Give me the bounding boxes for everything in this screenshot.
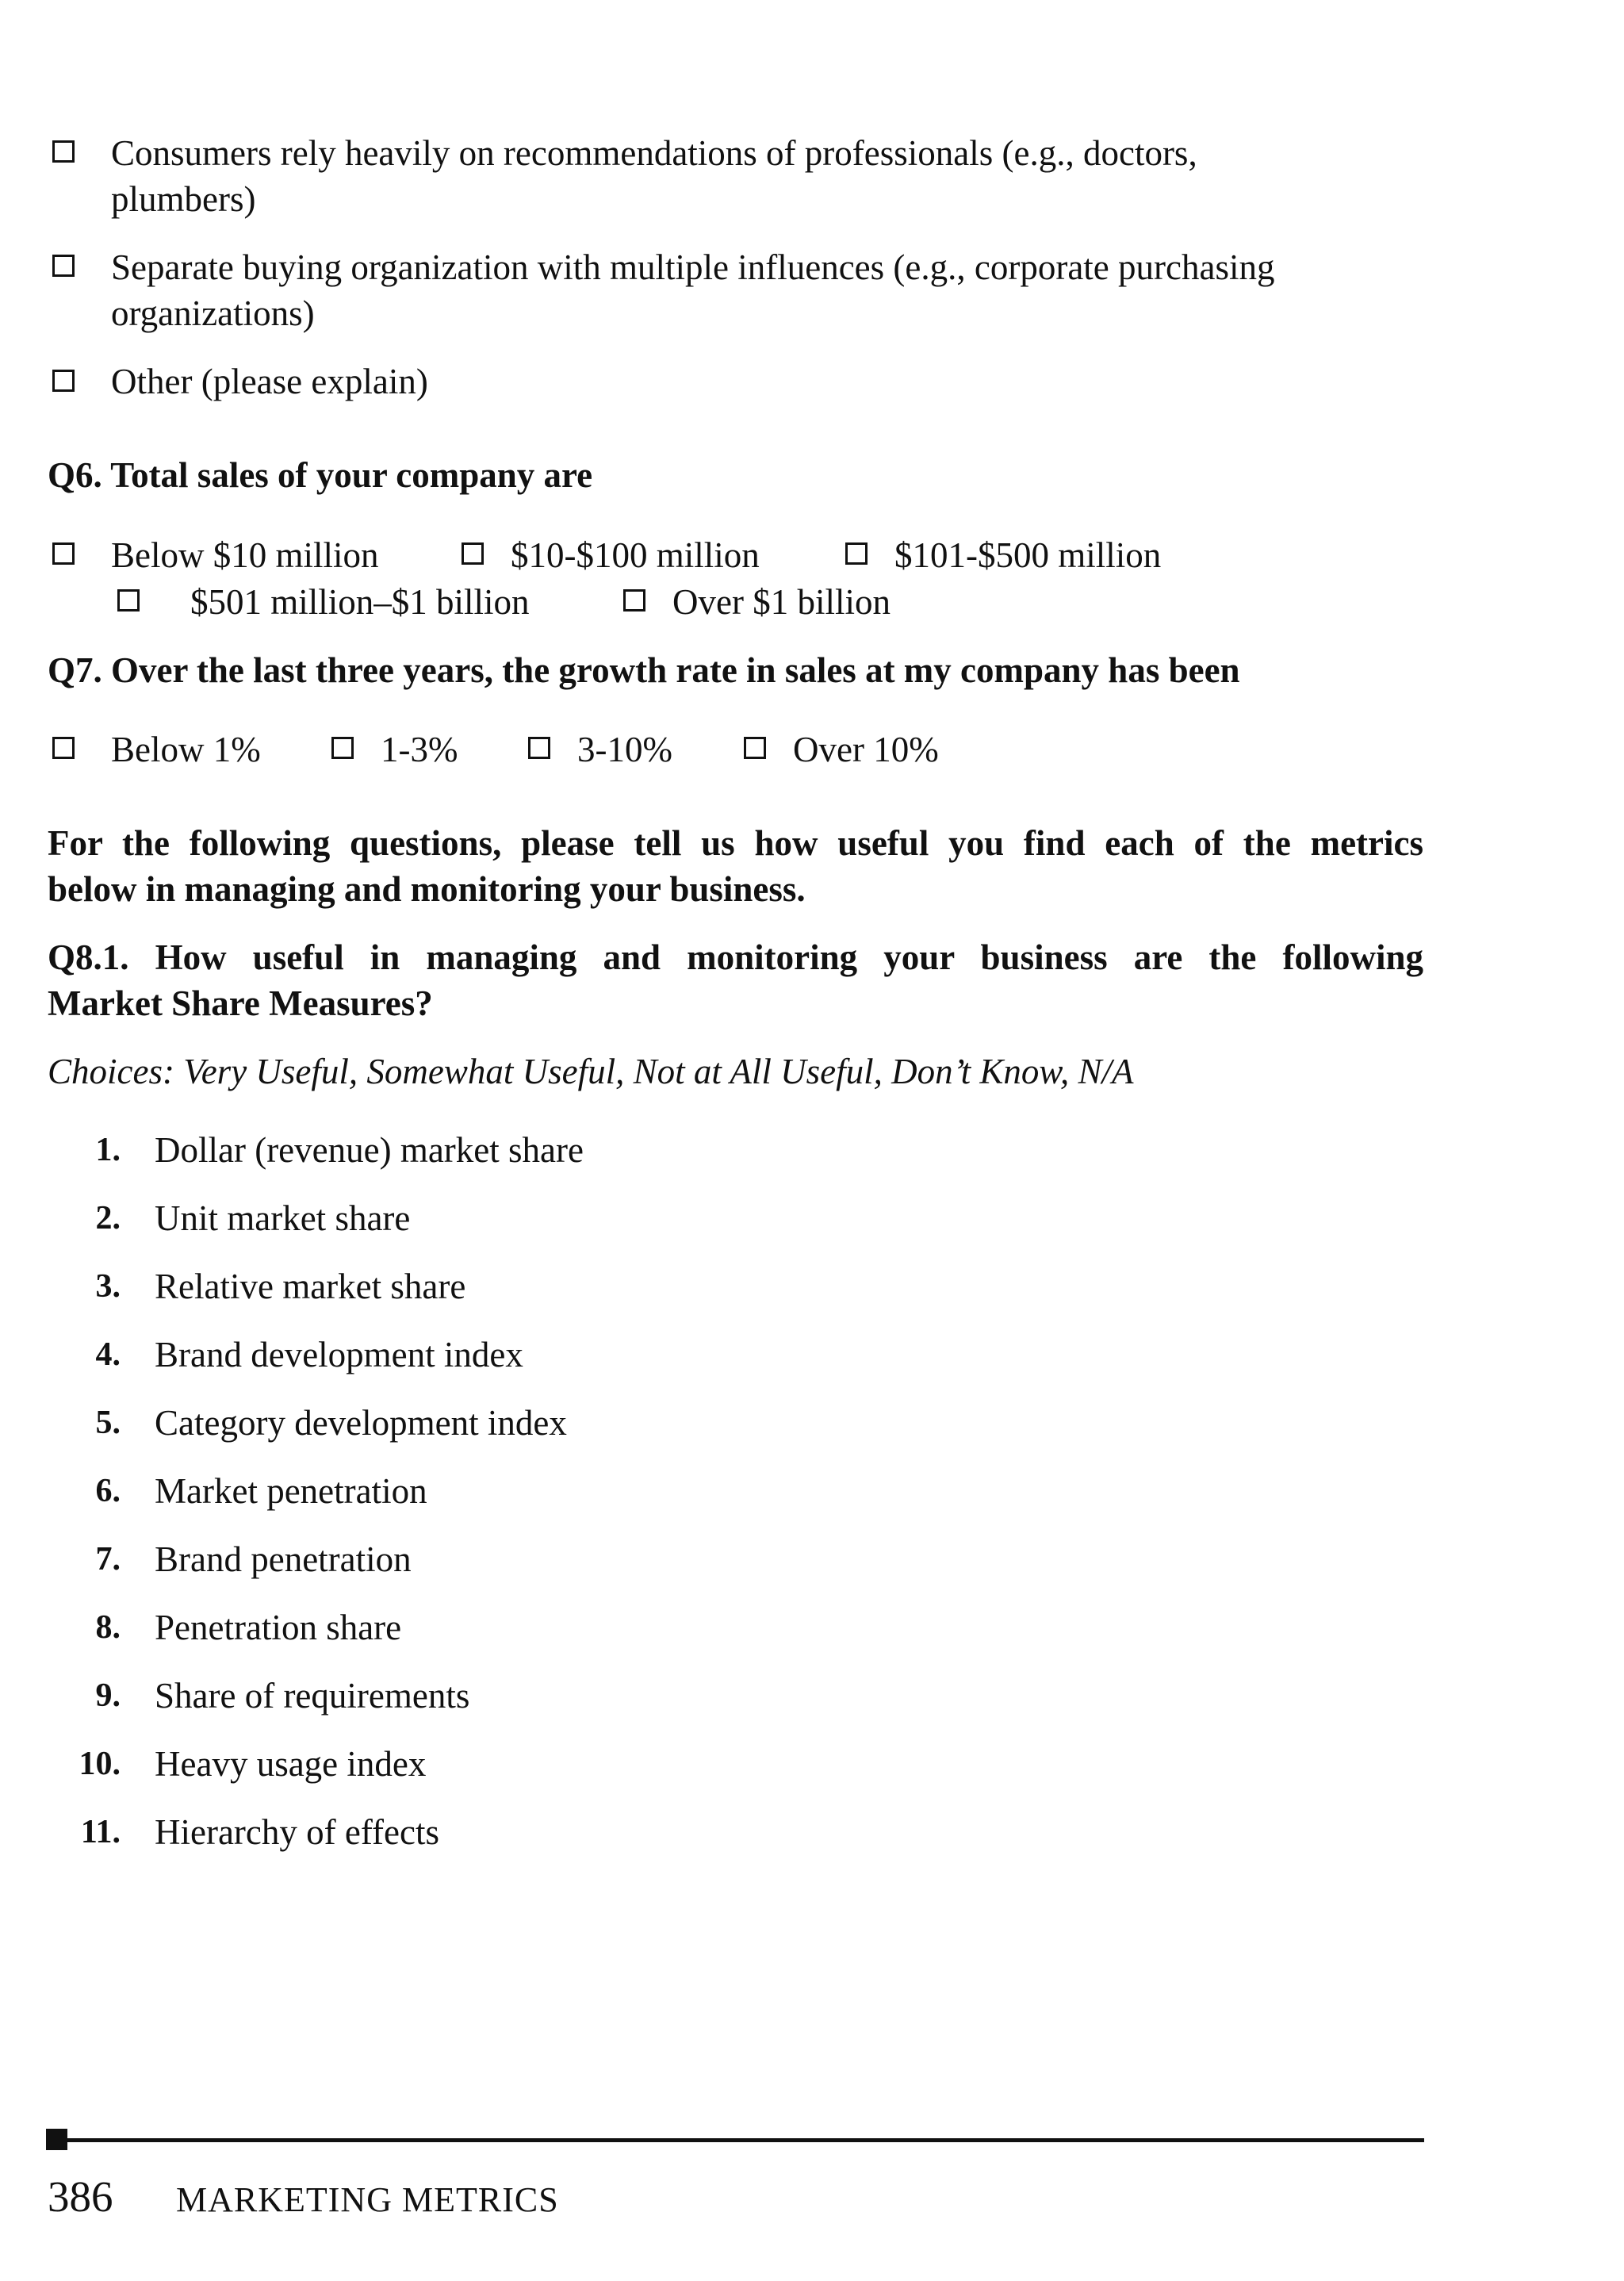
checkbox[interactable] [845,542,868,565]
checkbox[interactable] [462,542,484,565]
q6-option-label: $501 million–$1 billion [190,582,530,622]
list-item-number: 4. [95,1336,121,1373]
q5-option-3-label: Other (please explain) [111,362,428,401]
q5-option-1-line2: plumbers) [111,179,256,219]
metrics-intro [48,820,1423,912]
list-item-number: 6. [95,1473,121,1509]
list-item-number: 9. [95,1677,121,1714]
page-number: 386 [48,2172,113,2221]
checkbox[interactable] [331,737,354,759]
q6-option-label: $101-$500 million [894,535,1162,575]
q6-option-label: Over $1 billion [672,582,891,622]
list-item-label: Hierarchy of effects [155,1812,439,1852]
q5-option-2-line1: Separate buying organization with multiple influences (e.g., corporate purchasing [111,247,1275,287]
list-item-number: 2. [95,1200,121,1236]
metrics-intro-line1: For the following questions, please tell us how useful you find each of the metrics [48,823,1423,863]
list-item-label: Brand penetration [155,1539,412,1579]
q7-option-label: 3-10% [577,730,672,769]
checkbox[interactable] [52,140,75,163]
q6-option-label: $10-$100 million [511,535,760,575]
list-item-number: 11. [80,1814,121,1850]
list-item-label: Penetration share [155,1608,402,1647]
list-item-label: Share of requirements [155,1676,470,1716]
q7-question: Q7. Over the last three years, the growth rate in sales at my company has been [48,650,1240,690]
metrics-intro-line2: below in managing and monitoring your business. [48,869,806,909]
checkbox[interactable] [52,255,75,277]
q7-option-label: Below 1% [111,730,261,769]
list-item-number: 7. [95,1541,121,1578]
list-item-label: Market penetration [155,1471,427,1511]
checkbox[interactable] [52,737,75,759]
checkbox[interactable] [744,737,766,759]
list-item-number: 8. [95,1609,121,1646]
list-item-label: Dollar (revenue) market share [155,1130,584,1170]
list-item-number: 3. [95,1268,121,1305]
list-item-number: 10. [79,1746,121,1782]
q8-1-question-line1: Q8.1. How useful in managing and monitoring your business are the following [48,937,1423,977]
list-item-label: Category development index [155,1403,567,1443]
footer-rule [63,2138,1424,2142]
checkbox[interactable] [117,589,140,611]
list-item-label: Brand development index [155,1335,523,1374]
checkbox[interactable] [528,737,550,759]
checkbox[interactable] [52,542,75,565]
list-item-number: 5. [95,1405,121,1441]
list-item-label: Relative market share [155,1267,466,1306]
q5-option-1-line1: Consumers rely heavily on recommendations of professionals (e.g., doctors, [111,133,1197,173]
q7-option-label: 1-3% [381,730,458,769]
q7-option-label: Over 10% [793,730,939,769]
checkbox[interactable] [623,589,645,611]
q6-question: Q6. Total sales of your company are [48,455,593,495]
q8-1-question [48,934,1423,1026]
running-head: MARKETING METRICS [176,2180,559,2219]
list-item-label: Heavy usage index [155,1744,427,1784]
q5-option-2-line2: organizations) [111,293,315,333]
q8-1-question-line2: Market Share Measures? [48,983,433,1023]
checkbox[interactable] [52,370,75,392]
list-item-number: 1. [95,1132,121,1168]
q8-1-choices: Choices: Very Useful, Somewhat Useful, Not at All Useful, Don’t Know, N/A [48,1052,1134,1091]
list-item-label: Unit market share [155,1198,411,1238]
q6-option-label: Below $10 million [111,535,379,575]
